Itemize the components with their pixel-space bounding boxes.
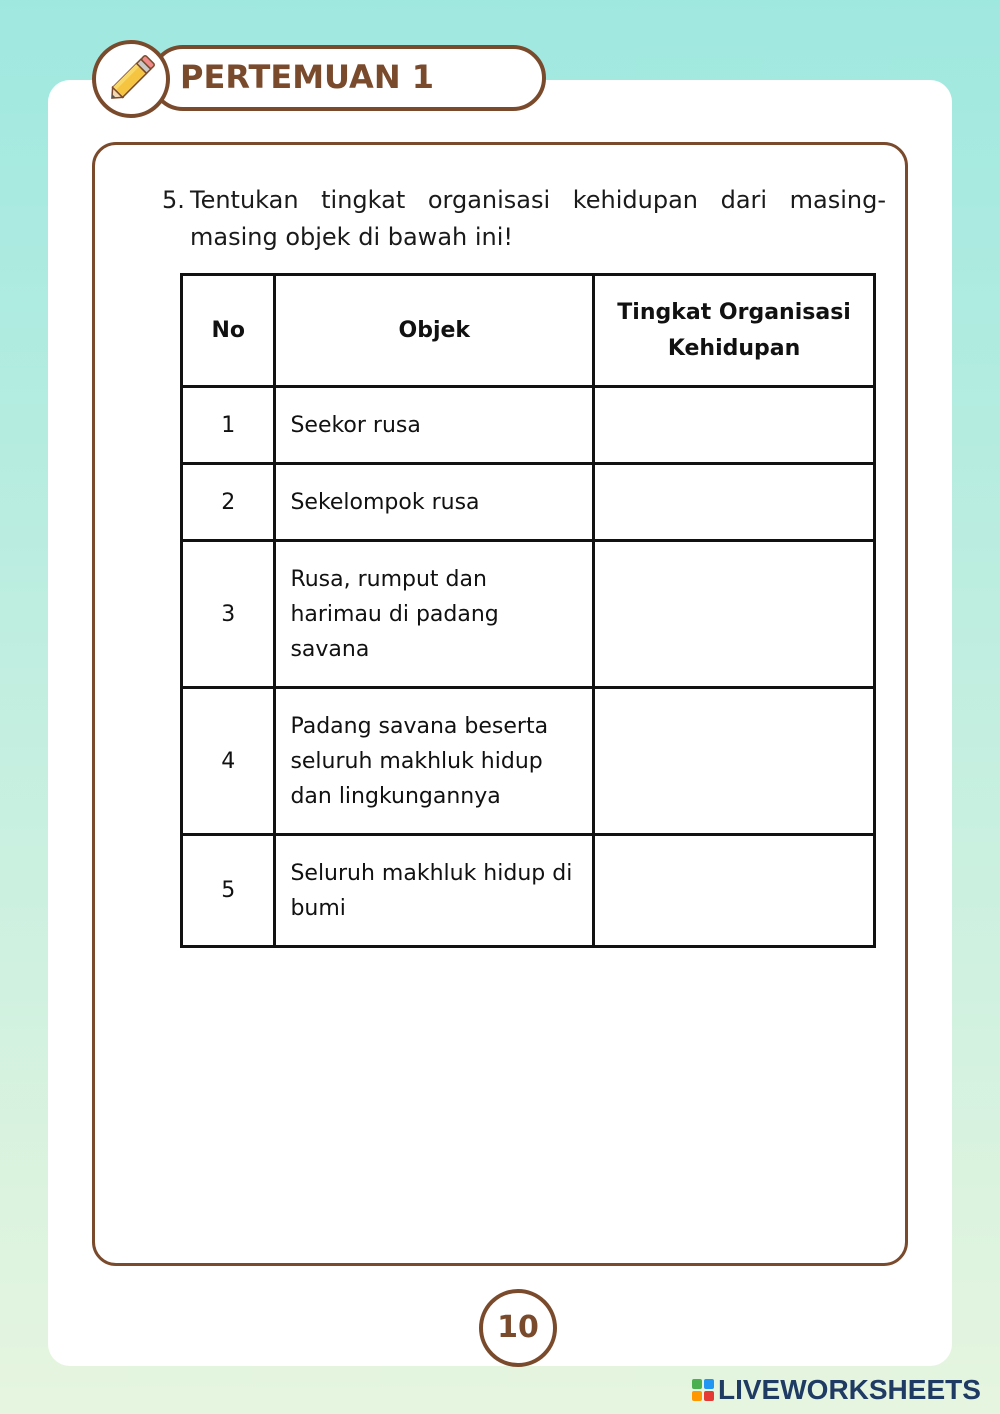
row-objek: Seluruh makhluk hidup di bumi	[275, 835, 594, 947]
page-title: PERTEMUAN 1	[180, 58, 434, 96]
column-header-no: No	[182, 275, 275, 387]
question-number: 5.	[162, 186, 185, 214]
pencil-badge	[92, 40, 170, 118]
page-number: 10	[479, 1289, 557, 1367]
table-row	[182, 688, 875, 835]
row-number: 5	[182, 835, 275, 947]
column-header-tingkat: Tingkat Organisasi Kehidupan	[594, 275, 875, 387]
table-row	[182, 387, 875, 464]
row-number: 4	[182, 688, 275, 835]
row-number: 1	[182, 387, 275, 464]
row-objek: Rusa, rumput dan harimau di padang savana	[275, 541, 594, 688]
row-number: 2	[182, 464, 275, 541]
row-objek: Seekor rusa	[275, 387, 594, 464]
watermark	[692, 1374, 981, 1406]
answer-cell[interactable]	[594, 835, 875, 947]
table-row	[182, 835, 875, 947]
table-row	[182, 464, 875, 541]
question-text: Tentukan tingkat organisasi kehidupan dari masing-masing objek di bawah ini!	[190, 186, 886, 251]
row-objek: Sekelompok rusa	[275, 464, 594, 541]
answer-cell[interactable]	[594, 464, 875, 541]
row-number: 3	[182, 541, 275, 688]
answer-cell[interactable]	[594, 387, 875, 464]
table-header-row	[182, 275, 875, 387]
liveworksheets-logo-icon	[692, 1379, 714, 1401]
answer-cell[interactable]	[594, 541, 875, 688]
watermark-text: LIVEWORKSHEETS	[718, 1374, 981, 1405]
row-objek: Padang savana beserta seluruh makhluk hidup dan lingkungannya	[275, 688, 594, 835]
organization-table	[180, 273, 876, 948]
answer-cell[interactable]	[594, 688, 875, 835]
pencil-icon	[102, 50, 160, 108]
table-row	[182, 541, 875, 688]
column-header-objek: Objek	[275, 275, 594, 387]
